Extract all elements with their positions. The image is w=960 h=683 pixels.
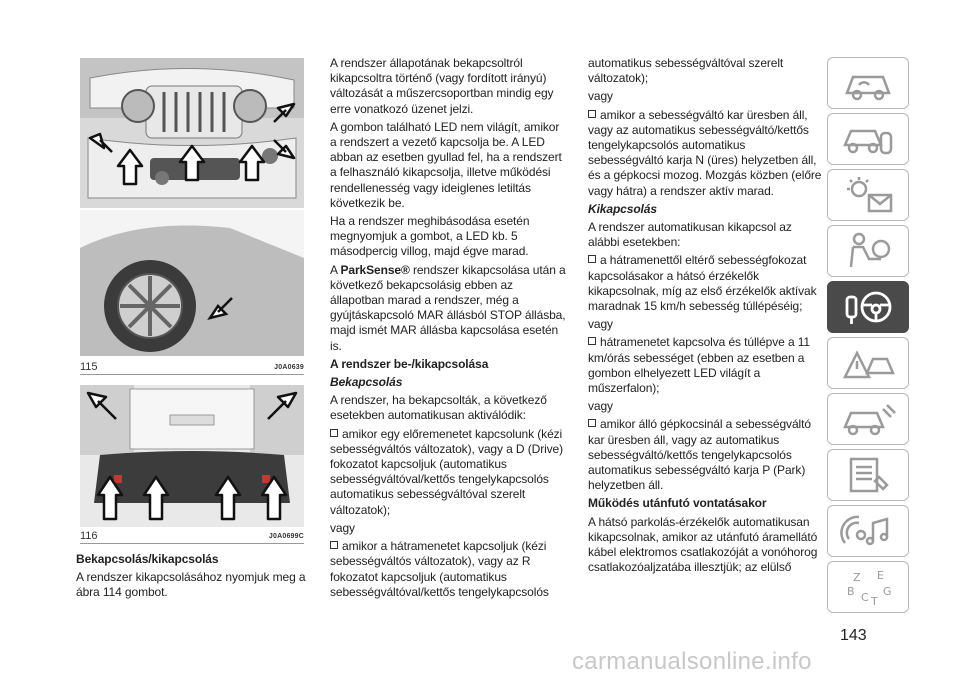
alphabet-index-icon xyxy=(839,567,897,607)
bullet-item xyxy=(330,427,568,518)
bullet-square-icon xyxy=(588,110,596,118)
bullet-item xyxy=(588,253,822,314)
index-letter: E xyxy=(877,569,884,582)
tab-safety[interactable] xyxy=(827,225,909,277)
text-run: rendszer kikapcsolása után a következő bekapcsolásig ebben az állapotban marad a rendszer, még a gyújtáskapcsoló MAR állásból STOP állásba, majd ismét MAR állásba kapcsolása esetén is. xyxy=(330,262,566,353)
tab-dashboard[interactable] xyxy=(827,57,909,109)
index-letter: C xyxy=(861,591,869,604)
bullet-square-icon xyxy=(330,541,338,549)
airbag-person-icon xyxy=(839,231,897,271)
watermark: carmanualsonline.info xyxy=(572,648,812,675)
figure-code: J0A0639 xyxy=(274,363,304,371)
figure-116-caption xyxy=(80,530,304,542)
figure-code: J0A0699C xyxy=(268,532,304,540)
figure-115 xyxy=(80,58,304,358)
multimedia-icon xyxy=(839,511,897,551)
index-letter: T xyxy=(871,595,878,607)
bullet-item xyxy=(588,335,822,396)
bullet-text: amikor álló gépkocsinál a sebességváltó kar üresben áll, vagy az automatikus sebességváltó/kettős tengelykapcsolós automatikus sebességváltó karja P (Park) helyzetben áll. xyxy=(588,417,811,493)
paragraph: Ha a rendszer meghibásodása esetén megnyomjuk a gombot, a LED kb. 5 másodpercig villog, majd égve marad. xyxy=(330,214,530,259)
section-heading: A rendszer be-/kikapcsolása xyxy=(330,356,489,371)
index-letter: B xyxy=(847,585,855,598)
bullet-square-icon xyxy=(588,255,596,263)
index-letter: G xyxy=(883,585,892,598)
tab-car-key[interactable] xyxy=(827,113,909,165)
tab-technical-data[interactable] xyxy=(827,449,909,501)
bullet-text: a hátramenettől eltérő sebességfokozat kapcsolásakor a hátsó érzékelők kikapcsolnak, míg az első érzékelők aktívak maradnak 15 km/h sebesség túllépéséig; xyxy=(588,253,817,314)
text-column-3 xyxy=(588,56,822,579)
paragraph: vagy xyxy=(588,317,613,332)
paragraph: A rendszer kikapcsolásához nyomjuk meg a ábra 114 gombot. xyxy=(76,570,306,600)
key-steering-wheel-icon xyxy=(839,287,897,327)
paragraph: vagy xyxy=(588,399,613,414)
subsection-heading: Bekapcsolás xyxy=(330,375,403,390)
text-run: A xyxy=(330,262,341,277)
subsection-heading: Kikapcsolás xyxy=(588,201,657,216)
tab-starting-driving[interactable] xyxy=(827,281,909,333)
bullet-text: hátramenetet kapcsolva és túllépve a 11 km/órás sebességet (ebben az esetben a gombon elhelyezett LED világít a műszerfalon); xyxy=(588,335,811,396)
bullet-text: amikor a sebességváltó kar üresben áll, vagy az automatikus sebességváltó/kettős tengelykapcsolós automatikus sebességváltó karja N (üres) helyzetben áll, és a gépkocsi mozog. Mozgás közben (előre vagy hátra) a rendszer aktív marad. xyxy=(588,107,822,198)
brand-name: ParkSense® xyxy=(340,262,410,277)
page-number: 143 xyxy=(840,627,867,644)
bullet-item xyxy=(330,539,568,600)
section-heading: Működés utánfutó vontatásakor xyxy=(588,496,767,511)
paragraph: A rendszer állapotának bekapcsoltról kikapcsoltra történő (vagy fordított irányú) változását a műszercsoportban mindig egy erre vonatkozó üzenet jelzi. xyxy=(330,56,554,116)
paragraph: vagy xyxy=(330,520,355,535)
paragraph: A rendszer, ha bekapcsolták, a következő esetekben automatikusan aktiválódik: xyxy=(330,393,547,423)
paragraph: automatikus sebességváltóval szerelt változatok); xyxy=(588,56,784,86)
figure-number: 115 xyxy=(80,361,98,373)
tab-maintenance[interactable] xyxy=(827,393,909,445)
figure-116 xyxy=(80,385,304,527)
bullet-square-icon xyxy=(330,429,338,437)
figure-number: 116 xyxy=(80,530,98,542)
car-key-icon xyxy=(839,119,897,159)
bullet-square-icon xyxy=(588,419,596,427)
caption-rule xyxy=(80,543,304,544)
sun-envelope-icon xyxy=(839,175,897,215)
section-heading: Bekapcsolás/kikapcsolás xyxy=(76,552,219,566)
dashboard-car-icon xyxy=(839,63,897,103)
jeep-rear-sensors-image xyxy=(80,385,304,527)
bullet-square-icon xyxy=(588,337,596,345)
paragraph xyxy=(330,263,568,354)
tab-multimedia[interactable] xyxy=(827,505,909,557)
tab-emergency[interactable] xyxy=(827,337,909,389)
paragraph: A gombon található LED nem világít, amikor a rendszert a vezető kapcsolja be. A LED abban az esetben gyullad fel, ha a rendszert a felhasználó kikapcsolja, illetve működési rendellenesség vagy ideiglenes letiltás következik be. xyxy=(330,119,562,210)
chapter-tabs xyxy=(827,57,911,617)
text-column-1 xyxy=(76,552,312,604)
text-column-2 xyxy=(330,56,568,603)
list-doc-icon xyxy=(839,455,897,495)
paragraph: A hátsó parkolás-érzékelők automatikusan kikapcsolnak, amikor az utánfutó áramellátó kábel elektromos csatlakozóját a vonóhorog csatlakozóaljzatába illesztjük; az elülső xyxy=(588,514,818,575)
tab-lights-messages[interactable] xyxy=(827,169,909,221)
index-letter: Z xyxy=(853,571,861,584)
jeep-front-sensors-image xyxy=(80,58,304,358)
bullet-text: amikor a hátramenetet kapcsoljuk (kézi sebességváltós változatok), vagy az R fokozatot kapcsoljuk (automatikus sebességváltóval/kettős tengelykapcsolós xyxy=(330,539,549,599)
paragraph: A rendszer automatikusan kikapcsol az alábbi esetekben: xyxy=(588,220,792,250)
bullet-text: amikor egy előremenetet kapcsolunk (kézi sebességváltós változatok), vagy a D (Drive) fokozatot kapcsoljuk (automatikus sebességváltóval/kettős tengelykapcsolós automatikus sebességváltóval szerelt változatok); xyxy=(330,426,564,517)
figure-115-caption xyxy=(80,361,304,373)
bullet-item xyxy=(588,417,822,493)
warning-car-icon xyxy=(839,343,897,383)
tab-index[interactable] xyxy=(827,561,909,613)
car-service-icon xyxy=(839,399,897,439)
paragraph: vagy xyxy=(588,89,613,104)
bullet-item xyxy=(588,108,822,199)
caption-rule xyxy=(80,374,304,375)
